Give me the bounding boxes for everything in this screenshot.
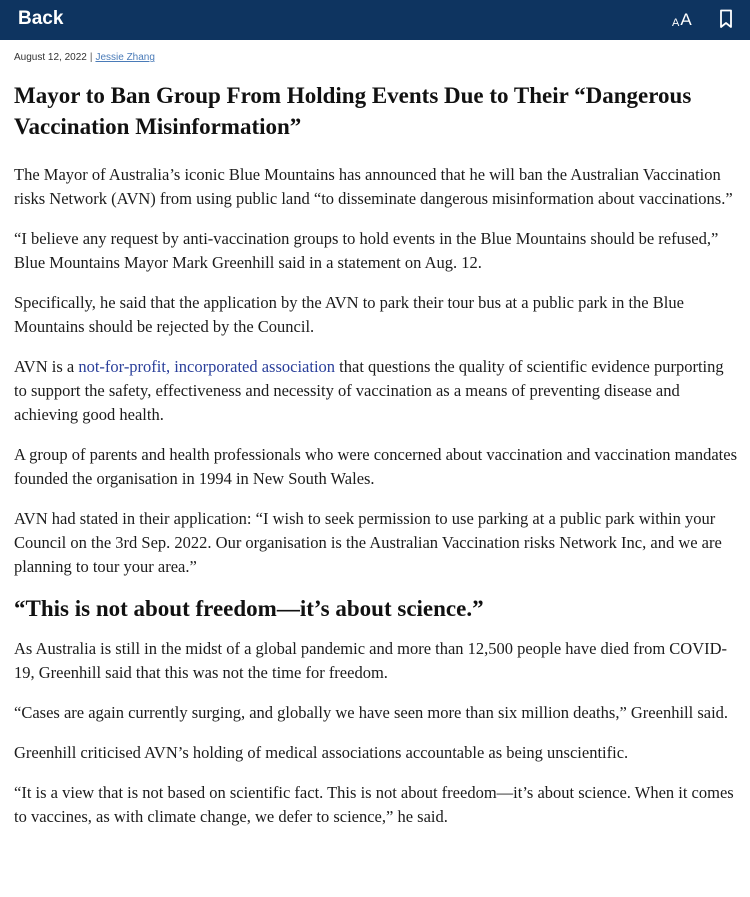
organisation-link[interactable]: not-for-profit, incorporated association [78,357,336,376]
paragraph-6: AVN had stated in their application: “I wish to seek permission to use parking at a public park within your Council on the 3rd Sep. 2022. Our organisation is the Australian Vaccination risks Network Inc, and we are planning to tour your area.” [14,509,722,576]
author-link[interactable]: Jessie Zhang [95,52,155,63]
publish-date: August 12, 2022 [14,52,87,63]
text-size-small-letter: A [672,17,680,29]
article-headline: Mayor to Ban Group From Holding Events Due to Their “Dangerous Vaccination Misinformation” [14,83,692,139]
text-size-large-letter: A [680,10,692,29]
back-button[interactable]: Back [18,8,64,29]
paragraph-3: Specifically, he said that the application by the AVN to park their tour bus at a public park in the Blue Mountains should be rejected by the Council. [14,293,684,336]
meta-separator: | [89,52,93,63]
text-size-icon[interactable] [672,8,696,30]
paragraph-10: “It is a view that is not based on scientific fact. This is not about freedom—it’s about science. When it comes to vaccines, as with climate change, we defer to science,” he said. [14,783,734,826]
paragraph-4-intro: AVN is a [14,357,79,376]
section-subheading: “This is not about freedom—it’s about science.” [14,596,484,621]
article-body [14,40,738,829]
paragraph-4 [14,355,738,427]
article-meta [14,52,738,64]
bookmark-icon[interactable] [718,9,734,29]
paragraph-1: The Mayor of Australia’s iconic Blue Mountains has announced that he will ban the Australian Vaccination risks Network (AVN) from using public land “to disseminate dangerous misinformation about vaccinations.” [14,165,733,208]
paragraph-8: “Cases are again currently surging, and globally we have seen more than six million deaths,” Greenhill said. [14,703,729,722]
paragraph-5: A group of parents and health professionals who were concerned about vaccination and vaccination mandates founded the organisation in 1994 in New South Wales. [14,445,737,488]
paragraph-7: As Australia is still in the midst of a global pandemic and more than 12,500 people have died from COVID-19, Greenhill said that this was not the time for freedom. [14,639,728,682]
paragraph-9: Greenhill criticised AVN’s holding of medical associations accountable as being unscientific. [14,743,629,762]
paragraph-4-rest: that questions the quality of scientific evidence purporting to support the safety, effectiveness and necessity of vaccination as a means of preventing disease and achieving good health. [14,357,724,424]
top-navigation-bar [0,0,750,40]
paragraph-2: “I believe any request by anti-vaccination groups to hold events in the Blue Mountains should be refused,” Blue Mountains Mayor Mark Greenhill said in a statement on Aug. 12. [14,229,719,272]
